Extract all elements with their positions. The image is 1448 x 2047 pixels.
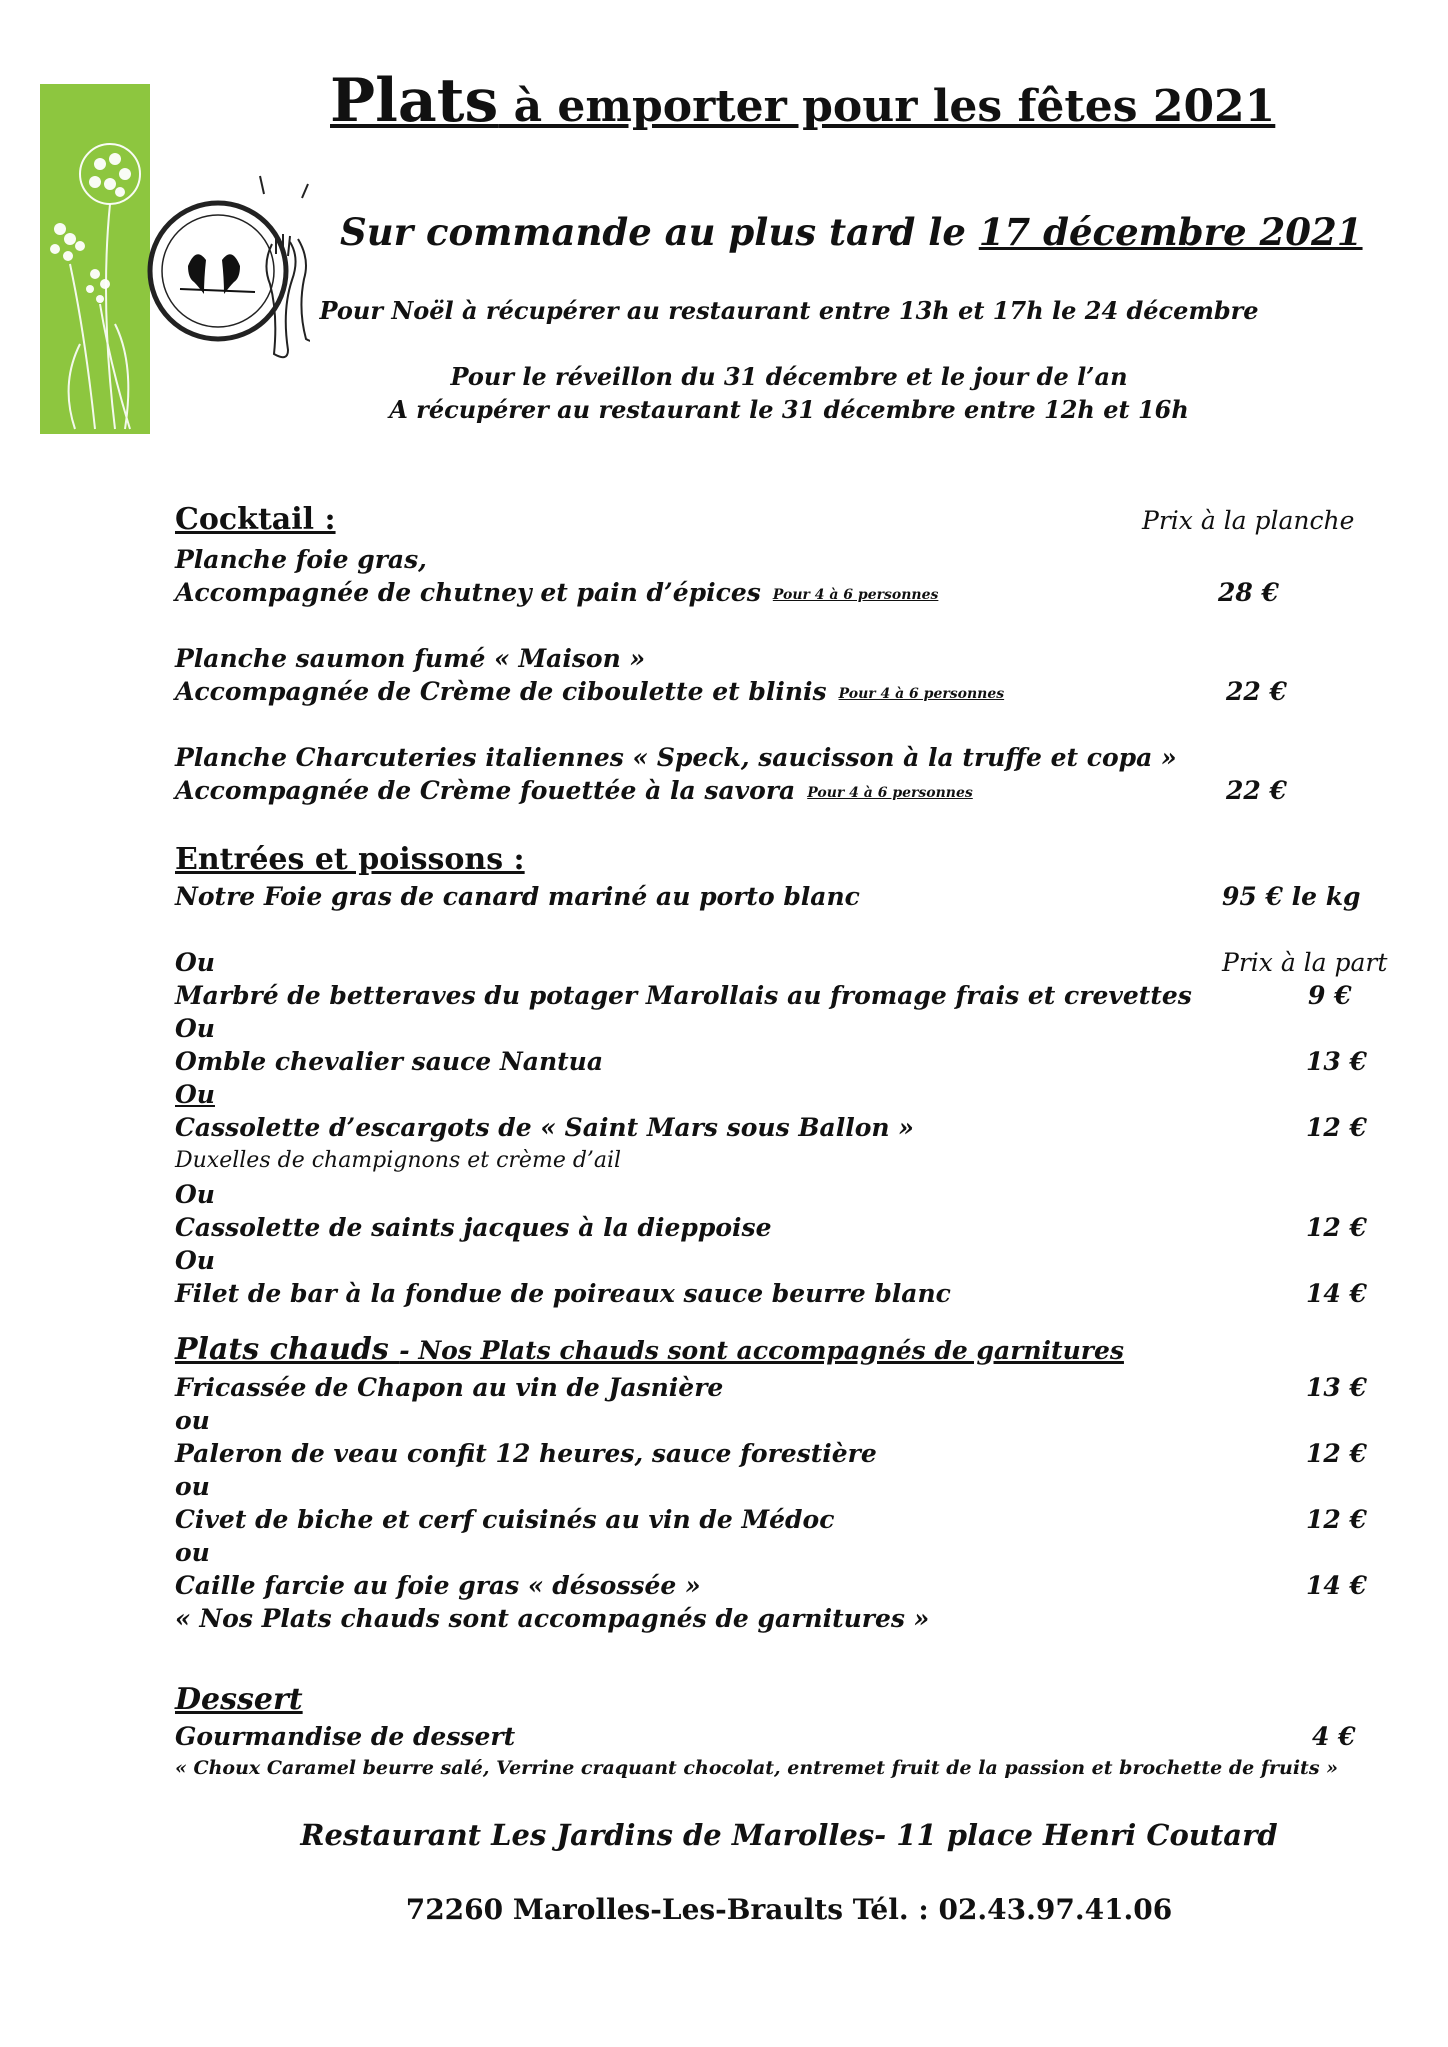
reveillon-info-1: Pour le réveillon du 31 décembre et le jour de l’an <box>450 362 1128 391</box>
serving-note: Pour 4 à 6 personnes <box>772 587 939 603</box>
menu-item-name: Caille farcie au foie gras « désossée » <box>175 1571 701 1600</box>
section-heading-plats-chauds <box>175 1332 1124 1367</box>
plats-garniture-note: « Nos Plats chauds sont accompagnés de garnitures » <box>175 1604 930 1633</box>
menu-item-detail: « Choux Caramel beurre salé, Verrine craquant chocolat, entremet fruit de la passion et brochette de fruits » <box>175 1757 1339 1779</box>
serving-note: Pour 4 à 6 personnes <box>838 686 1005 702</box>
section-heading-cocktail: Cocktail : <box>175 502 336 537</box>
menu-item-line: Planche Charcuteries italiennes « Speck, saucisson à la truffe et copa » <box>175 743 1177 772</box>
deadline-prefix: Sur commande au plus tard le <box>340 210 979 254</box>
ou-separator: Ou <box>175 1246 215 1275</box>
ou-separator: ou <box>175 1472 210 1501</box>
restaurant-address: Restaurant Les Jardins de Marolles- 11 place Henri Coutard <box>300 1818 1278 1852</box>
title-rest: à emporter pour les fêtes 2021 <box>498 81 1276 132</box>
menu-item-price: 12 € <box>1306 1213 1367 1242</box>
section-heading-dessert: Dessert <box>175 1682 303 1717</box>
deadline-date: 17 décembre 2021 <box>978 210 1363 254</box>
section-heading-entrees: Entrées et poissons : <box>175 842 525 877</box>
ou-separator: ou <box>175 1538 210 1567</box>
page-title <box>330 66 1275 136</box>
ou-separator: Ou <box>175 1014 215 1043</box>
menu-item-name: Gourmandise de dessert <box>175 1722 516 1751</box>
menu-item-name: Civet de biche et cerf cuisinés au vin de Médoc <box>175 1505 835 1534</box>
title-first-word: Plats <box>330 66 499 136</box>
menu-item-price: 13 € <box>1306 1047 1367 1076</box>
menu-item-price: 22 € <box>1226 776 1287 805</box>
menu-item-price: 14 € <box>1306 1571 1367 1600</box>
menu-item-line: Planche foie gras, <box>175 545 427 574</box>
menu-item-price: 12 € <box>1306 1439 1367 1468</box>
ou-separator: ou <box>175 1406 210 1435</box>
menu-item-price: 14 € <box>1306 1279 1367 1308</box>
plats-heading-text: Plats chauds <box>175 1332 400 1367</box>
menu-item-price: 9 € <box>1308 981 1352 1010</box>
menu-item-text: Accompagnée de chutney et pain d’épices <box>175 578 761 607</box>
menu-item-price: 22 € <box>1226 677 1287 706</box>
menu-item-name: Cassolette d’escargots de « Saint Mars sous Ballon » <box>175 1113 914 1142</box>
serving-note: Pour 4 à 6 personnes <box>807 785 973 801</box>
menu-item-name: Paleron de veau confit 12 heures, sauce forestière <box>175 1439 877 1468</box>
menu-item-name: Filet de bar à la fondue de poireaux sauce beurre blanc <box>175 1279 951 1308</box>
menu-item-price: 13 € <box>1306 1373 1367 1402</box>
menu-item-price: 12 € <box>1306 1505 1367 1534</box>
ou-separator: Ou <box>175 1080 215 1109</box>
menu-item-name: Cassolette de saints jacques à la dieppoise <box>175 1213 772 1242</box>
menu-item-name: Notre Foie gras de canard mariné au porto blanc <box>175 882 860 911</box>
ou-separator: Ou <box>175 948 215 977</box>
noel-pickup-info: Pour Noël à récupérer au restaurant entre 13h et 17h le 24 décembre <box>319 296 1259 325</box>
menu-item-line: Planche saumon fumé « Maison » <box>175 644 646 673</box>
reveillon-info-2: A récupérer au restaurant le 31 décembre entre 12h et 16h <box>389 395 1189 424</box>
menu-item-line <box>175 578 938 607</box>
price-header-part: Prix à la part <box>1222 948 1388 977</box>
menu-item-line <box>175 677 1004 706</box>
plats-heading-note: - Nos Plats chauds sont accompagnés de garnitures <box>399 1336 1124 1365</box>
restaurant-contact: 72260 Marolles-Les-Braults Tél. : 02.43.97.41.06 <box>405 1893 1173 1926</box>
menu-item-price: 95 € le kg <box>1222 882 1361 911</box>
menu-item-name: Marbré de betteraves du potager Marollais au fromage frais et crevettes <box>175 981 1192 1010</box>
menu-item-name: Fricassée de Chapon au vin de Jasnière <box>175 1373 724 1402</box>
menu-item-text: Accompagnée de Crème fouettée à la savora <box>175 776 796 805</box>
menu-item-price: 28 € <box>1218 578 1279 607</box>
menu-item-text: Accompagnée de Crème de ciboulette et blinis <box>175 677 827 706</box>
menu-item-detail: Duxelles de champignons et crème d’ail <box>175 1148 622 1173</box>
order-deadline <box>340 210 1363 254</box>
price-header-planche: Prix à la planche <box>1142 506 1355 535</box>
menu-item-line <box>175 776 973 805</box>
menu-item-price: 12 € <box>1306 1113 1367 1142</box>
menu-item-price: 4 € <box>1312 1722 1356 1751</box>
menu-item-name: Omble chevalier sauce Nantua <box>175 1047 604 1076</box>
ou-separator: Ou <box>175 1180 215 1209</box>
